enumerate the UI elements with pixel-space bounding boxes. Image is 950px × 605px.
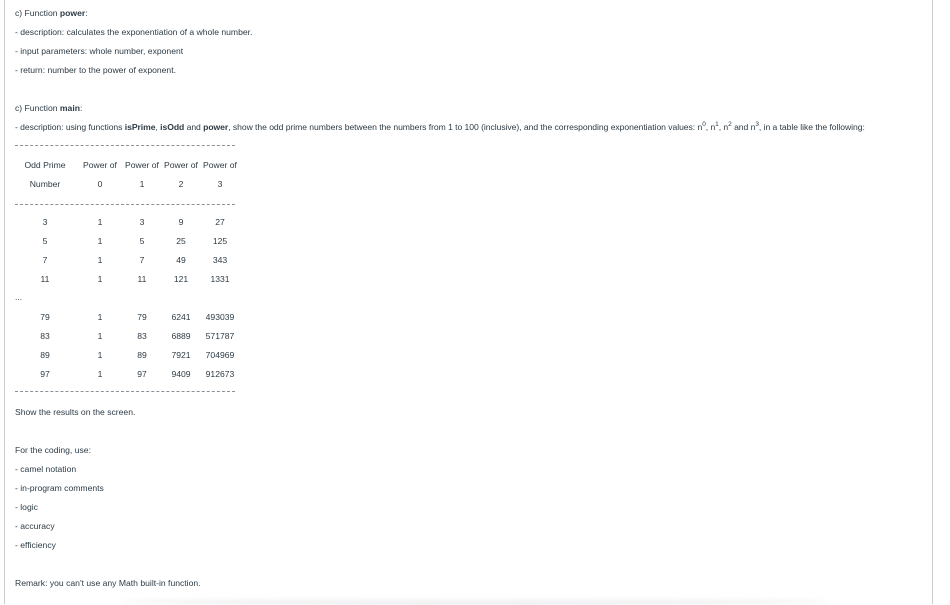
table-cell: 25 xyxy=(176,236,186,246)
power-heading: c) Function power: xyxy=(15,8,88,18)
power-returns: - return: number to the power of exponent. xyxy=(15,65,176,75)
remark-text: Remark: you can't use any Math built-in function. xyxy=(15,578,201,588)
header-cell: Power of xyxy=(83,160,117,170)
coding-item: - logic xyxy=(15,502,38,512)
scroll-shadow xyxy=(120,598,830,605)
table-cell: 89 xyxy=(40,350,50,360)
table-cell: 121 xyxy=(173,274,189,284)
table-cell: 6241 xyxy=(171,312,191,322)
header-cell: Power of xyxy=(164,160,198,170)
header-cell: Number xyxy=(29,179,61,189)
power-function-name: power xyxy=(59,8,86,18)
coding-item: - accuracy xyxy=(15,521,55,531)
table-cell: 79 xyxy=(40,312,50,322)
table-cell: 7 xyxy=(139,255,145,265)
table-cell: 5 xyxy=(42,236,48,246)
table-cell: 1 xyxy=(97,350,103,360)
table-cell: 97 xyxy=(137,369,147,379)
header-cell: Power of xyxy=(125,160,159,170)
header-cell: 0 xyxy=(97,179,103,189)
table-cell: 83 xyxy=(40,331,50,341)
table-cell: 493039 xyxy=(205,312,235,322)
header-cell: Power of xyxy=(203,160,237,170)
table-cell: 83 xyxy=(137,331,147,341)
header-cell: 2 xyxy=(178,179,184,189)
table-cell: 1 xyxy=(97,217,103,227)
table-cell: 1 xyxy=(97,369,103,379)
table-cell: 125 xyxy=(212,236,228,246)
coding-intro: For the coding, use: xyxy=(15,445,91,455)
table-cell: 9409 xyxy=(171,369,191,379)
table-cell: 49 xyxy=(176,255,186,265)
table-top-divider xyxy=(15,145,235,146)
table-cell: 1 xyxy=(97,236,103,246)
table-cell: 571787 xyxy=(205,331,235,341)
power-description: - description: calculates the exponentiation of a whole number. xyxy=(15,27,253,37)
content-frame xyxy=(4,0,933,604)
table-cell: 1 xyxy=(97,312,103,322)
coding-item: - camel notation xyxy=(15,464,77,474)
table-header-divider xyxy=(15,204,235,205)
table-cell: 1 xyxy=(97,255,103,265)
table-cell: 97 xyxy=(40,369,50,379)
power-inputs: - input parameters: whole number, exponent xyxy=(15,46,184,56)
header-cell: 1 xyxy=(139,179,145,189)
header-cell: 3 xyxy=(217,179,223,189)
table-cell: 7921 xyxy=(171,350,191,360)
table-cell: 704969 xyxy=(205,350,235,360)
table-cell: 89 xyxy=(137,350,147,360)
table-cell: 9 xyxy=(178,217,184,227)
main-heading: c) Function main: xyxy=(15,103,83,113)
table-cell: 343 xyxy=(212,255,228,265)
table-cell: 912673 xyxy=(205,369,235,379)
table-bottom-divider xyxy=(15,391,235,392)
show-results-text: Show the results on the screen. xyxy=(15,407,136,417)
table-cell: 3 xyxy=(139,217,145,227)
table-ellipsis: ... xyxy=(15,292,23,302)
table-cell: 11 xyxy=(137,274,147,284)
table-cell: 1 xyxy=(97,331,103,341)
main-function-name: main xyxy=(59,103,80,113)
table-cell: 1331 xyxy=(210,274,230,284)
table-cell: 5 xyxy=(139,236,145,246)
header-cell: Odd Prime xyxy=(24,160,66,170)
table-cell: 3 xyxy=(42,217,48,227)
table-cell: 11 xyxy=(40,274,50,284)
table-cell: 7 xyxy=(42,255,48,265)
table-cell: 1 xyxy=(97,274,103,284)
table-cell: 79 xyxy=(137,312,147,322)
main-description: - description: using functions isPrime, isOdd and power, show the odd prime numbers between the numbers from 1 to 100 (inclusive), and the corresponding exponentiation values: $n^0$, $n^1$, $n^2$ and $n^3$, in a table like the following: xyxy=(15,121,865,132)
coding-item: - efficiency xyxy=(15,540,56,550)
table-cell: 6889 xyxy=(171,331,191,341)
table-cell: 27 xyxy=(215,217,225,227)
coding-item: - in-program comments xyxy=(15,483,104,493)
